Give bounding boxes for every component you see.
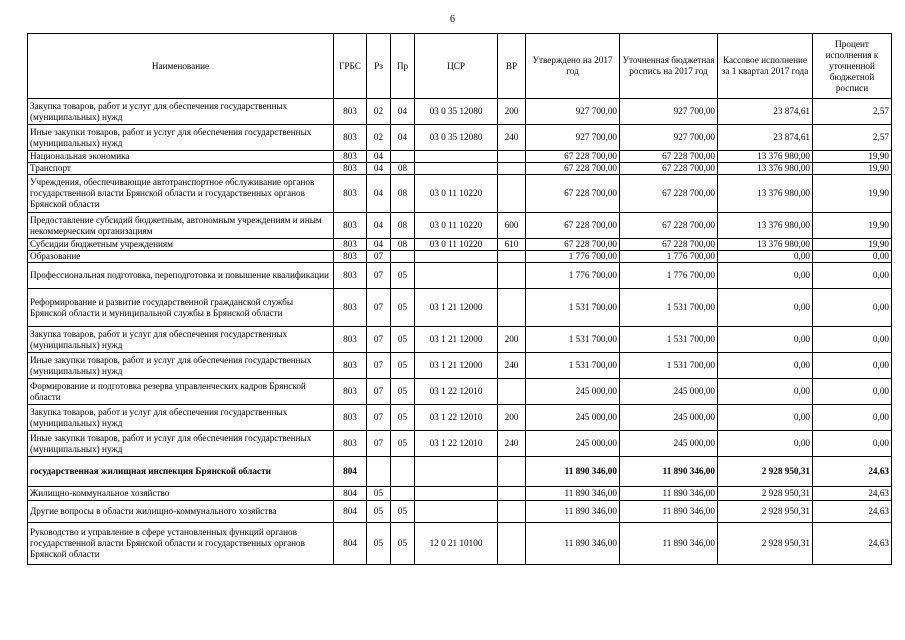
table-row xyxy=(28,99,892,125)
row-cash-cell: 0,00 xyxy=(718,327,813,353)
row-csr-cell: 03 1 22 12010 xyxy=(415,379,498,405)
row-refined-cell: 1 776 700,00 xyxy=(620,263,718,289)
header-rz: Рз xyxy=(367,34,391,99)
row-grbs-cell: 804 xyxy=(334,457,367,487)
row-percent-cell: 24,63 xyxy=(813,457,892,487)
row-approved-cell: 11 890 346,00 xyxy=(526,457,620,487)
row-csr-cell: 03 1 21 12000 xyxy=(415,327,498,353)
row-approved-cell: 245 000,00 xyxy=(526,379,620,405)
row-cash-cell: 13 376 980,00 xyxy=(718,239,813,251)
row-pr-cell: 08 xyxy=(391,213,415,239)
table-row xyxy=(28,501,892,523)
row-name-cell: Закупка товаров, работ и услуг для обеспечения государственных (муниципальных) нужд xyxy=(28,405,334,431)
row-approved-cell: 1 776 700,00 xyxy=(526,263,620,289)
row-name-cell: Другие вопросы в области жилищно-коммунального хозяйства xyxy=(28,501,334,523)
row-rz-cell: 04 xyxy=(367,151,391,163)
row-rz-cell: 07 xyxy=(367,353,391,379)
row-refined-cell: 927 700,00 xyxy=(620,99,718,125)
row-refined-cell: 245 000,00 xyxy=(620,379,718,405)
row-rz-cell: 04 xyxy=(367,239,391,251)
row-name-cell: Профессиональная подготовка, переподготовка и повышение квалификации xyxy=(28,263,334,289)
row-cash-cell: 0,00 xyxy=(718,251,813,263)
row-grbs-cell: 803 xyxy=(334,289,367,327)
row-csr-cell: 03 0 11 10220 xyxy=(415,239,498,251)
row-approved-cell: 1 531 700,00 xyxy=(526,289,620,327)
row-percent-cell: 2,57 xyxy=(813,125,892,151)
row-rz-cell xyxy=(367,457,391,487)
row-name-cell: Транспорт xyxy=(28,163,334,175)
row-percent-cell: 0,00 xyxy=(813,431,892,457)
header-cash: Кассовое исполнение за 1 квартал 2017 года xyxy=(718,34,813,99)
row-vr-cell: 240 xyxy=(498,431,526,457)
row-approved-cell: 1 776 700,00 xyxy=(526,251,620,263)
table-row xyxy=(28,263,892,289)
row-vr-cell xyxy=(498,163,526,175)
row-refined-cell: 67 228 700,00 xyxy=(620,151,718,163)
row-percent-cell: 19,90 xyxy=(813,213,892,239)
row-vr-cell xyxy=(498,175,526,213)
row-approved-cell: 67 228 700,00 xyxy=(526,151,620,163)
table-row xyxy=(28,213,892,239)
row-approved-cell: 927 700,00 xyxy=(526,125,620,151)
row-rz-cell: 04 xyxy=(367,213,391,239)
row-grbs-cell: 803 xyxy=(334,151,367,163)
row-refined-cell: 11 890 346,00 xyxy=(620,501,718,523)
row-name-cell: Закупка товаров, работ и услуг для обеспечения государственных (муниципальных) нужд xyxy=(28,327,334,353)
row-name-cell: Учреждения, обеспечивающие автотранспортное обслуживание органов государственной власти Брянской области и государственных органов Брянской области xyxy=(28,175,334,213)
row-csr-cell xyxy=(415,457,498,487)
row-grbs-cell: 803 xyxy=(334,405,367,431)
row-vr-cell xyxy=(498,457,526,487)
row-csr-cell: 12 0 21 10100 xyxy=(415,523,498,565)
row-name-cell: Субсидии бюджетным учреждениям xyxy=(28,239,334,251)
row-name-cell: Иные закупки товаров, работ и услуг для обеспечения государственных (муниципальных) нужд xyxy=(28,353,334,379)
row-pr-cell: 08 xyxy=(391,163,415,175)
table-row xyxy=(28,251,892,263)
table-header-row xyxy=(28,34,892,99)
row-pr-cell xyxy=(391,151,415,163)
row-name-cell: Иные закупки товаров, работ и услуг для обеспечения государственных (муниципальных) нужд xyxy=(28,431,334,457)
row-cash-cell: 23 874,61 xyxy=(718,125,813,151)
row-name-cell: Иные закупки товаров, работ и услуг для обеспечения государственных (муниципальных) нужд xyxy=(28,125,334,151)
row-csr-cell xyxy=(415,487,498,501)
row-cash-cell: 2 928 950,31 xyxy=(718,501,813,523)
header-vr: ВР xyxy=(498,34,526,99)
row-vr-cell xyxy=(498,501,526,523)
row-approved-cell: 245 000,00 xyxy=(526,431,620,457)
row-percent-cell: 19,90 xyxy=(813,175,892,213)
header-approved: Утверждено на 2017 год xyxy=(526,34,620,99)
row-percent-cell: 19,90 xyxy=(813,151,892,163)
row-vr-cell xyxy=(498,263,526,289)
row-refined-cell: 67 228 700,00 xyxy=(620,163,718,175)
row-csr-cell xyxy=(415,251,498,263)
row-percent-cell: 0,00 xyxy=(813,379,892,405)
row-csr-cell xyxy=(415,501,498,523)
row-percent-cell: 24,63 xyxy=(813,487,892,501)
row-percent-cell: 19,90 xyxy=(813,239,892,251)
row-csr-cell xyxy=(415,163,498,175)
row-rz-cell: 04 xyxy=(367,175,391,213)
row-refined-cell: 11 890 346,00 xyxy=(620,487,718,501)
row-rz-cell: 02 xyxy=(367,125,391,151)
row-cash-cell: 13 376 980,00 xyxy=(718,175,813,213)
row-vr-cell: 600 xyxy=(498,213,526,239)
table-row xyxy=(28,457,892,487)
row-grbs-cell: 804 xyxy=(334,501,367,523)
row-cash-cell: 0,00 xyxy=(718,405,813,431)
row-refined-cell: 1 531 700,00 xyxy=(620,289,718,327)
table-row xyxy=(28,163,892,175)
row-pr-cell xyxy=(391,457,415,487)
row-cash-cell: 2 928 950,31 xyxy=(718,487,813,501)
header-name: Наименование xyxy=(28,34,334,99)
row-percent-cell: 24,63 xyxy=(813,523,892,565)
row-pr-cell: 05 xyxy=(391,523,415,565)
row-vr-cell: 610 xyxy=(498,239,526,251)
row-pr-cell: 08 xyxy=(391,239,415,251)
row-percent-cell: 0,00 xyxy=(813,353,892,379)
row-vr-cell xyxy=(498,523,526,565)
row-cash-cell: 13 376 980,00 xyxy=(718,151,813,163)
row-approved-cell: 1 531 700,00 xyxy=(526,327,620,353)
row-grbs-cell: 803 xyxy=(334,213,367,239)
row-pr-cell: 05 xyxy=(391,501,415,523)
row-approved-cell: 67 228 700,00 xyxy=(526,213,620,239)
row-cash-cell: 2 928 950,31 xyxy=(718,457,813,487)
row-pr-cell: 05 xyxy=(391,263,415,289)
row-pr-cell: 05 xyxy=(391,289,415,327)
budget-table xyxy=(27,33,892,565)
row-refined-cell: 67 228 700,00 xyxy=(620,239,718,251)
row-percent-cell: 19,90 xyxy=(813,163,892,175)
row-csr-cell: 03 0 11 10220 xyxy=(415,213,498,239)
row-refined-cell: 1 531 700,00 xyxy=(620,353,718,379)
row-cash-cell: 0,00 xyxy=(718,289,813,327)
row-vr-cell: 200 xyxy=(498,405,526,431)
row-percent-cell: 2,57 xyxy=(813,99,892,125)
row-percent-cell: 0,00 xyxy=(813,327,892,353)
row-vr-cell: 200 xyxy=(498,99,526,125)
row-pr-cell xyxy=(391,487,415,501)
row-cash-cell: 13 376 980,00 xyxy=(718,163,813,175)
row-cash-cell: 0,00 xyxy=(718,379,813,405)
table-row xyxy=(28,379,892,405)
row-refined-cell: 11 890 346,00 xyxy=(620,457,718,487)
header-refined: Уточненная бюджетная роспись на 2017 год xyxy=(620,34,718,99)
row-pr-cell xyxy=(391,251,415,263)
row-approved-cell: 1 531 700,00 xyxy=(526,353,620,379)
row-rz-cell: 07 xyxy=(367,289,391,327)
row-rz-cell: 04 xyxy=(367,163,391,175)
row-grbs-cell: 803 xyxy=(334,379,367,405)
row-pr-cell: 05 xyxy=(391,405,415,431)
table-row xyxy=(28,125,892,151)
row-name-cell: Национальная экономика xyxy=(28,151,334,163)
row-pr-cell: 04 xyxy=(391,125,415,151)
row-csr-cell: 03 1 22 12010 xyxy=(415,405,498,431)
row-cash-cell: 0,00 xyxy=(718,263,813,289)
row-pr-cell: 05 xyxy=(391,353,415,379)
row-csr-cell: 03 0 35 12080 xyxy=(415,125,498,151)
row-percent-cell: 0,00 xyxy=(813,251,892,263)
row-refined-cell: 245 000,00 xyxy=(620,405,718,431)
table-row xyxy=(28,151,892,163)
row-name-cell: Предоставление субсидий бюджетным, автономным учреждениям и иным некоммерческим организациям xyxy=(28,213,334,239)
page-number: 6 xyxy=(450,14,455,25)
row-approved-cell: 67 228 700,00 xyxy=(526,175,620,213)
row-csr-cell: 03 1 21 12000 xyxy=(415,353,498,379)
header-percent: Процент исполнения к уточненной бюджетной росписи xyxy=(813,34,892,99)
row-rz-cell: 07 xyxy=(367,327,391,353)
row-rz-cell: 05 xyxy=(367,523,391,565)
row-rz-cell: 07 xyxy=(367,263,391,289)
row-grbs-cell: 803 xyxy=(334,125,367,151)
row-approved-cell: 11 890 346,00 xyxy=(526,501,620,523)
row-pr-cell: 05 xyxy=(391,431,415,457)
row-approved-cell: 11 890 346,00 xyxy=(526,523,620,565)
row-pr-cell: 05 xyxy=(391,379,415,405)
header-csr: ЦСР xyxy=(415,34,498,99)
row-csr-cell xyxy=(415,263,498,289)
row-percent-cell: 0,00 xyxy=(813,263,892,289)
row-rz-cell: 07 xyxy=(367,251,391,263)
row-vr-cell: 240 xyxy=(498,125,526,151)
row-vr-cell xyxy=(498,379,526,405)
row-pr-cell: 05 xyxy=(391,327,415,353)
row-vr-cell xyxy=(498,289,526,327)
row-approved-cell: 67 228 700,00 xyxy=(526,239,620,251)
row-grbs-cell: 803 xyxy=(334,251,367,263)
row-name-cell: государственная жилищная инспекция Брянской области xyxy=(28,457,334,487)
table-row xyxy=(28,487,892,501)
row-csr-cell: 03 0 35 12080 xyxy=(415,99,498,125)
row-refined-cell: 245 000,00 xyxy=(620,431,718,457)
row-vr-cell xyxy=(498,151,526,163)
row-grbs-cell: 803 xyxy=(334,263,367,289)
row-csr-cell: 03 1 22 12010 xyxy=(415,431,498,457)
row-approved-cell: 245 000,00 xyxy=(526,405,620,431)
row-cash-cell: 0,00 xyxy=(718,353,813,379)
row-grbs-cell: 804 xyxy=(334,523,367,565)
row-refined-cell: 67 228 700,00 xyxy=(620,175,718,213)
row-refined-cell: 67 228 700,00 xyxy=(620,213,718,239)
row-percent-cell: 0,00 xyxy=(813,405,892,431)
row-grbs-cell: 803 xyxy=(334,327,367,353)
row-name-cell: Формирование и подготовка резерва управленческих кадров Брянской области xyxy=(28,379,334,405)
table-row xyxy=(28,239,892,251)
row-name-cell: Жилищно-коммунальное хозяйство xyxy=(28,487,334,501)
table-row xyxy=(28,353,892,379)
row-pr-cell: 04 xyxy=(391,99,415,125)
row-cash-cell: 23 874,61 xyxy=(718,99,813,125)
row-refined-cell: 1 776 700,00 xyxy=(620,251,718,263)
row-refined-cell: 11 890 346,00 xyxy=(620,523,718,565)
row-name-cell: Руководство и управление в сфере установленных функций органов государственной власти Брянской области и государственных органов Брянской области xyxy=(28,523,334,565)
row-name-cell: Образование xyxy=(28,251,334,263)
row-name-cell: Закупка товаров, работ и услуг для обеспечения государственных (муниципальных) нужд xyxy=(28,99,334,125)
row-cash-cell: 2 928 950,31 xyxy=(718,523,813,565)
row-grbs-cell: 804 xyxy=(334,487,367,501)
row-csr-cell: 03 1 21 12000 xyxy=(415,289,498,327)
row-vr-cell xyxy=(498,487,526,501)
table-row xyxy=(28,327,892,353)
row-rz-cell: 05 xyxy=(367,501,391,523)
row-approved-cell: 11 890 346,00 xyxy=(526,487,620,501)
row-percent-cell: 0,00 xyxy=(813,289,892,327)
row-csr-cell: 03 0 11 10220 xyxy=(415,175,498,213)
table-row xyxy=(28,289,892,327)
row-cash-cell: 13 376 980,00 xyxy=(718,213,813,239)
table-row xyxy=(28,431,892,457)
row-csr-cell xyxy=(415,151,498,163)
table-row xyxy=(28,405,892,431)
row-refined-cell: 927 700,00 xyxy=(620,125,718,151)
header-grbs: ГРБС xyxy=(334,34,367,99)
row-grbs-cell: 803 xyxy=(334,431,367,457)
row-grbs-cell: 803 xyxy=(334,99,367,125)
row-rz-cell: 07 xyxy=(367,379,391,405)
table-row xyxy=(28,175,892,213)
row-grbs-cell: 803 xyxy=(334,175,367,213)
row-vr-cell: 240 xyxy=(498,353,526,379)
row-approved-cell: 927 700,00 xyxy=(526,99,620,125)
row-vr-cell xyxy=(498,251,526,263)
row-percent-cell: 24,63 xyxy=(813,501,892,523)
row-rz-cell: 05 xyxy=(367,487,391,501)
row-vr-cell: 200 xyxy=(498,327,526,353)
row-approved-cell: 67 228 700,00 xyxy=(526,163,620,175)
row-grbs-cell: 803 xyxy=(334,163,367,175)
row-rz-cell: 07 xyxy=(367,405,391,431)
table-row xyxy=(28,523,892,565)
row-rz-cell: 02 xyxy=(367,99,391,125)
row-grbs-cell: 803 xyxy=(334,239,367,251)
row-pr-cell: 08 xyxy=(391,175,415,213)
row-refined-cell: 1 531 700,00 xyxy=(620,327,718,353)
row-name-cell: Реформирование и развитие государственной гражданской службы Брянской области и муниципальной службы в Брянской области xyxy=(28,289,334,327)
header-pr: Пр xyxy=(391,34,415,99)
row-grbs-cell: 803 xyxy=(334,353,367,379)
row-rz-cell: 07 xyxy=(367,431,391,457)
row-cash-cell: 0,00 xyxy=(718,431,813,457)
